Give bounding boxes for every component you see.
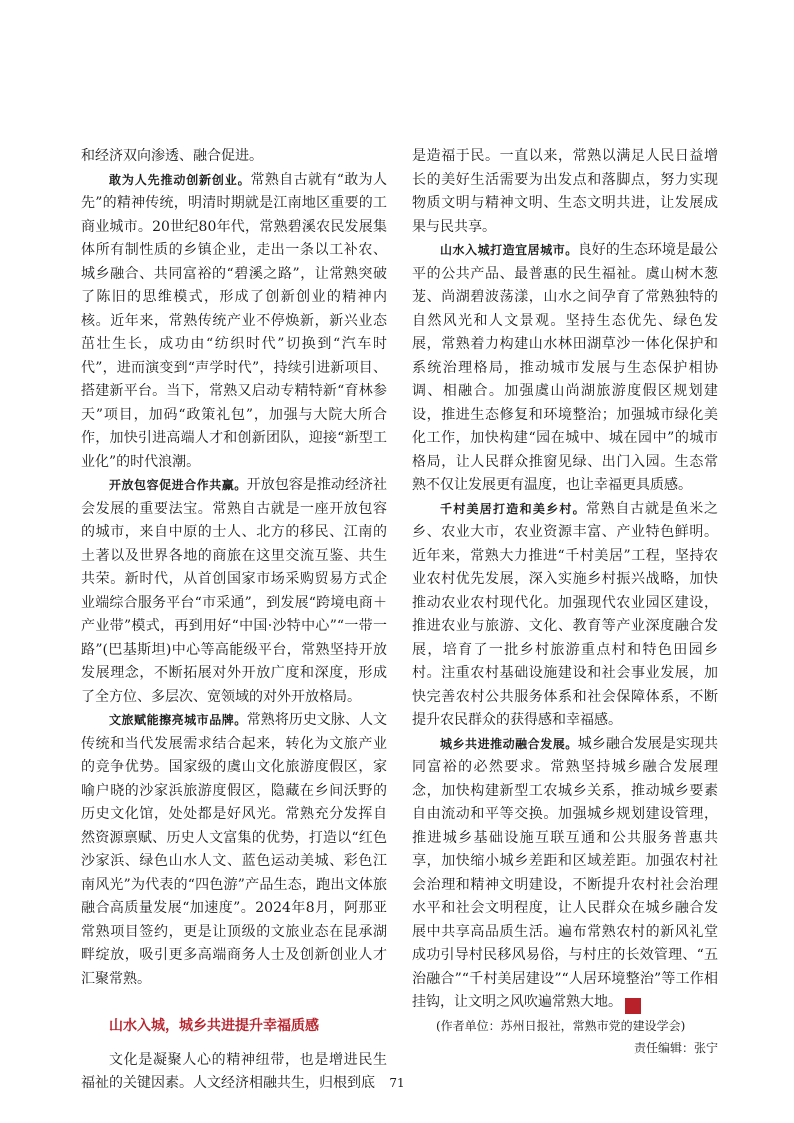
page-number: 71 — [389, 1076, 405, 1090]
author-affiliation: (作者单位：苏州日报社，常熟市党的建设学会) — [436, 1018, 686, 1033]
paragraph-body: 常熟自古就是鱼米之乡、农业大市，农业资源丰富、产业特色鲜明。近年来，常熟大力推进“千村美居”工程，坚持农业农村优先发展，深入实施乡村振兴战略，加快推动农业农村现代化。加强现代农业园区建设，推进农业与旅游、文化、教育等产业深度融合发展，培育了一批乡村旅游重点村和特色田园乡村。注重农村基础设施建设和社会事业发展，加快完善农村公共服务体系和社会保障体系，不断提升农民群众的获得感和幸福感。 — [412, 500, 718, 728]
right-column — [412, 145, 718, 1060]
paragraph-openness — [81, 474, 387, 709]
paragraph-livable-city — [412, 239, 718, 498]
paragraph-body: 城乡融合发展是实现共同富裕的必然要求。常熟坚持城乡融合发展理念，加快构建新型工农城乡关系，推动城乡要素自由流动和平等交换。加强城乡规划建设管理，推进城乡基础设施互联互通和公共服务普惠共享，加快缩小城乡差距和区域差距。加强农村社会治理和精神文明建设，不断提升农村社会治理水平和社会文明程度，让人民群众在城乡融合发展中共享高品质生活。遍布常熟农村的新风礼堂成功引导村民移风易俗，与村庄的长效管理、“五治融合”“千村美居建设”“人居环境整治”等工作相挂钩，让文明之风吹遍常熟大地。 — [412, 735, 718, 1010]
paragraph-integration — [412, 733, 718, 1015]
responsible-editor: 责任编辑：张宁 — [633, 1040, 718, 1055]
paragraph-body: 常熟将历史文脉、人文传统和当代发展需求结合起来，转化为文旅产业的竞争优势。国家级的虞山文化旅游度假区，家喻户晓的沙家浜旅游度假区，隐藏在乡间沃野的历史文化馆，处处都是好风光。常熟充分发挥自然资源禀赋、历史人文富集的优势，打造以“红色沙家浜、绿色山水人文、蓝色运动美城、彩色江南风光”为代表的“四色游”产品生态，跑出文体旅融合高质量发展“加速度”。2024年8月，阿那亚常熟项目签约，更是让顶级的文旅业态在昆承湖畔绽放，吸引更多高端商务人士及创新创业人才汇聚常熟。 — [81, 712, 387, 987]
section-heading: 山水入城，城乡共进提升幸福质感 — [109, 1018, 319, 1034]
left-column — [81, 145, 387, 1096]
paragraph-body: 开放包容是推动经济社会发展的重要法宝。常熟自古就是一座开放包容的城市，来自中原的士人、北方的移民、江南的土著以及世界各地的商旅在这里交流互鉴、共生共荣。新时代，从首创国家市场采购贸易方式企业端综合服务平台“市采通”，到发展“跨境电商＋产业带”模式，再到用好“中国·沙特中心”“一带一路”(巴基斯坦)中心等高能级平台，常熟坚持开放发展理念，不断拓展对外开放广度和深度，形成了全方位、多层次、宽领域的对外开放格局。 — [81, 477, 387, 705]
paragraph-body: 良好的生态环境是最公平的公共产品、最普惠的民生福祉。虞山树木葱茏、尚湖碧波荡漾，山水之间孕育了常熟独特的自然风光和人文景观。坚持生态优先、绿色发展，常熟着力构建山水林田湖草沙一体化保护和系统治理格局，推动城市发展与生态保护相协调、相融合。加强虞山尚湖旅游度假区规划建设，推进生态修复和环境整治；加强城市绿化美化工作，加快构建“园在城中、城在园中”的城市格局，让人民群众推窗见绿、出门入园。生态常熟不仅让发展更有温度，也让幸福更具质感。 — [412, 242, 718, 493]
paragraph-body: 常熟自古就有“敢为人先”的精神传统，明清时期就是江南地区重要的工商业城市。20世纪80年代，常熟碧溪农民发展集体所有制性质的乡镇企业，走出一条以工补农、城乡融合、共同富裕的“碧溪之路”，让常熟突破了陈旧的思维模式，形成了创新创业的精神内核。近年来，常熟传统产业不停焕新，新兴业态茁壮生长，成功由“纺织时代”切换到“汽车时代”，进而演变到“声学时代”，持续引进新项目、搭建新平台。当下，常熟又启动专精特新“育林参天”项目，加码“政策礼包”，加强与大院大所合作，加快引进高端人才和创新团队，迎接“新型工业化”的时代浪潮。 — [81, 171, 387, 470]
paragraph-lead: 千村美居打造和美乡村。 — [440, 501, 586, 516]
paragraph-lead: 开放包容促进合作共赢。 — [109, 478, 247, 492]
paragraph-villages — [412, 498, 718, 733]
paragraph-lead: 山水入城打造宜居城市。 — [440, 243, 578, 257]
paragraph-culture: 文化是凝聚人心的精神纽带，也是增进民生福祉的关键因素。人文经济相融共生，归根到底 — [81, 1051, 387, 1091]
paragraph-continuation: 是造福于民。一直以来，常熟以满足人民日益增长的美好生活需要为出发点和落脚点，努力实现物质文明与精神文明、生态文明共进，让发展成果与民共享。 — [412, 148, 718, 235]
paragraph-lead: 敢为人先推动创新创业。 — [109, 172, 251, 187]
paragraph-lead: 城乡共进推动融合发展。 — [440, 736, 578, 751]
paragraph-lead: 文旅赋能擦亮城市品牌。 — [109, 713, 247, 727]
end-mark-icon: 新 — [625, 998, 641, 1014]
paragraph-continuation: 和经济双向渗透、融合促进。 — [81, 148, 263, 164]
paragraph-innovation — [81, 169, 387, 475]
paragraph-culture-tourism — [81, 709, 387, 991]
